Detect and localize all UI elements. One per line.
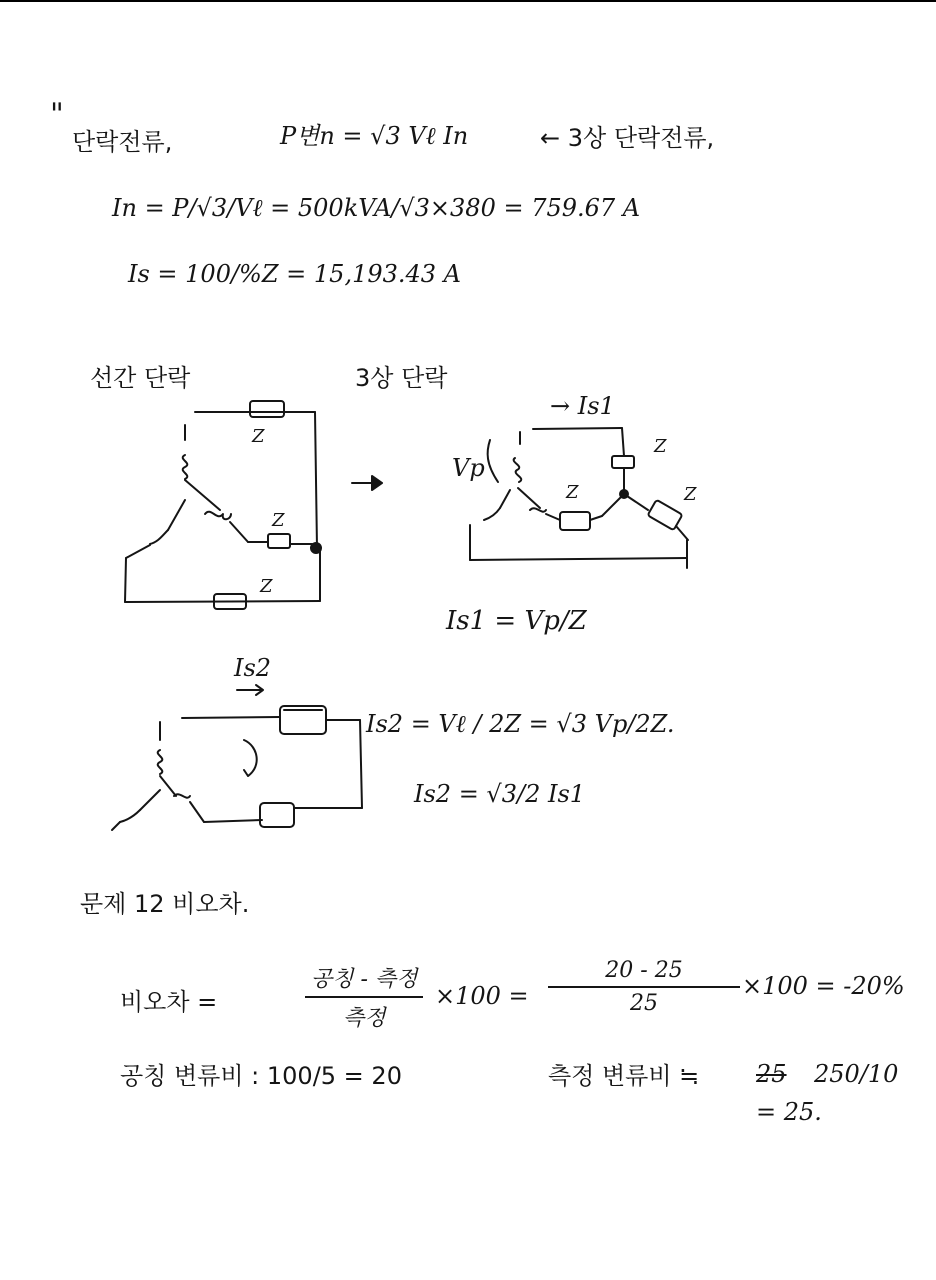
short-circuit-current-equation: Is = 100/%Z = 15,193.43 A	[128, 260, 462, 288]
three-phase-note: ← 3상 단락전류,	[540, 124, 715, 152]
measured-ratio-label: 측정 변류비 ≒	[548, 1062, 700, 1090]
fraction-numerator: 공칭 - 측정	[311, 967, 418, 992]
ratio-error-fraction	[305, 962, 423, 1032]
nominal-ratio: 공칭 변류비 : 100/5 = 20	[120, 1062, 402, 1090]
value-numerator: 20 - 25	[605, 958, 683, 983]
ratio-value-fraction	[548, 958, 740, 1016]
z-label-star-right: Z	[684, 484, 697, 505]
fraction-denominator: 측정	[342, 1006, 386, 1031]
z-label-star-mid: Z	[566, 482, 579, 503]
is2-equation-b: Is2 = √3/2 Is1	[414, 780, 586, 808]
line-to-line-fault-title: 선간 단락	[90, 364, 191, 392]
is1-equation: Is1 = Vp/Z	[446, 606, 587, 636]
is2-equation-a: Is2 = Vℓ / 2Z = √3 Vp/2Z.	[366, 710, 675, 738]
z-label-top: Z	[252, 426, 265, 447]
ratio-error-label: 비오차 =	[120, 988, 218, 1016]
rated-current-equation: In = P/√3/Vℓ = 500kVA/√3×380 = 759.67 A	[112, 194, 641, 222]
ratio-error-result: ×100 = -20%	[742, 972, 905, 1000]
line-fault-circuit	[125, 401, 321, 609]
three-phase-fault-title: 3상 단락	[355, 364, 448, 392]
measured-ratio-value: 250/10	[814, 1060, 899, 1088]
measured-ratio-result: = 25.	[756, 1098, 822, 1126]
is2-circuit	[112, 685, 362, 830]
vp-label: Vp	[452, 454, 485, 482]
power-formula: P변n = √3 Vℓ In	[280, 122, 469, 150]
z-label-star-top: Z	[654, 436, 667, 457]
z-label-bottom: Z	[260, 576, 273, 597]
measured-ratio-struck: 25	[756, 1060, 787, 1088]
header-mark: "	[50, 97, 64, 132]
z-label-mid: Z	[272, 510, 285, 531]
is1-arrow-label: → Is1	[550, 392, 615, 420]
value-denominator: 25	[630, 991, 658, 1016]
is2-label: Is2	[234, 654, 272, 682]
section1-title: 단락전류,	[72, 128, 173, 156]
problem-12-title: 문제 12 비오차.	[80, 890, 250, 918]
times-100: ×100 =	[435, 982, 529, 1010]
